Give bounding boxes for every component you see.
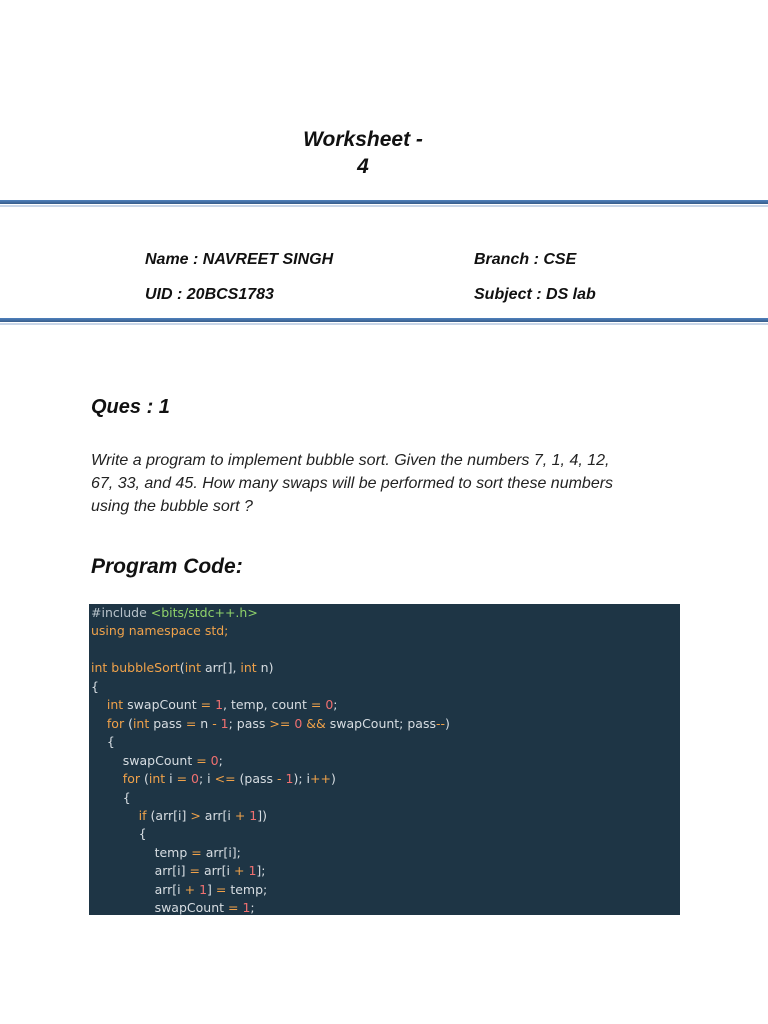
- code-token: -: [212, 715, 221, 731]
- code-token: ); i: [293, 771, 311, 787]
- code-line: [91, 770, 336, 788]
- code-token: ;: [333, 697, 338, 713]
- code-token: >=: [269, 715, 295, 731]
- code-token: swapCount; pass: [329, 715, 436, 731]
- code-token: ];: [256, 863, 266, 879]
- code-token: 1: [215, 697, 224, 713]
- branch: Branch : CSE: [474, 251, 577, 268]
- code-token: temp: [91, 844, 192, 860]
- code-token: arr[],: [204, 660, 241, 676]
- subject: Subject : DS lab: [474, 286, 596, 303]
- code-token: {: [91, 678, 99, 694]
- code-token: 0: [191, 771, 199, 787]
- code-token: bubbleSort: [111, 660, 180, 676]
- code-token: #include: [91, 605, 151, 620]
- code-token: +: [234, 807, 250, 823]
- code-token: arr[i];: [205, 844, 241, 860]
- code-token: +: [234, 863, 249, 879]
- code-token: if: [91, 807, 151, 823]
- bottom-divider: [0, 318, 768, 322]
- code-token: (arr[i]: [150, 807, 191, 823]
- code-token: ; pass: [228, 715, 270, 731]
- code-token: {: [91, 789, 131, 805]
- code-token: swapCount: [91, 752, 197, 768]
- question-line-2: 67, 33, and 45. How many swaps will be performed to sort these numbers: [91, 475, 614, 492]
- code-line: [91, 789, 131, 807]
- code-line: [91, 696, 337, 714]
- student-name: Name : NAVREET SINGH: [145, 251, 334, 268]
- code-token: arr[i: [91, 881, 185, 897]
- code-token: i: [169, 771, 177, 787]
- code-line: [91, 715, 450, 733]
- top-divider: [0, 200, 768, 204]
- code-token: for: [91, 771, 144, 787]
- code-token: using namespace std;: [91, 623, 229, 639]
- code-token: ;: [218, 752, 223, 768]
- code-token: <bits/stdc++.h>: [150, 605, 258, 620]
- code-token: 1: [220, 715, 229, 731]
- code-token: int: [148, 771, 170, 787]
- code-token: 1: [285, 771, 294, 787]
- code-token: arr[i: [203, 863, 234, 879]
- code-token: =: [191, 844, 206, 860]
- code-token: ; i: [198, 771, 215, 787]
- code-token: ]: [207, 881, 216, 897]
- code-token: for: [91, 715, 129, 731]
- code-token: (: [179, 660, 185, 676]
- code-line: [91, 899, 255, 915]
- worksheet-title-line1: Worksheet -: [303, 128, 423, 151]
- code-line: [91, 604, 258, 622]
- code-token: --: [436, 715, 446, 731]
- code-token: swapCount: [91, 900, 228, 915]
- code-line: [91, 825, 147, 843]
- code-token: (: [143, 771, 149, 787]
- code-token: 0: [210, 752, 219, 768]
- code-token: 1: [199, 881, 208, 897]
- code-token: n: [200, 715, 213, 731]
- code-line: [91, 752, 223, 770]
- question-heading: Ques : 1: [91, 396, 170, 418]
- code-token: 1: [248, 863, 257, 879]
- code-token: =: [310, 697, 326, 713]
- code-token: ): [445, 715, 450, 731]
- code-line: [91, 862, 266, 880]
- code-token: (pass: [239, 771, 278, 787]
- code-token: arr[i]: [91, 863, 190, 879]
- code-token: >: [190, 807, 205, 823]
- student-uid: UID : 20BCS1783: [145, 286, 274, 303]
- code-token: =: [196, 752, 211, 768]
- code-line: [91, 807, 267, 825]
- code-token: =: [176, 771, 192, 787]
- code-token: {: [91, 826, 147, 842]
- code-token: ;: [250, 900, 255, 915]
- code-block: [89, 604, 680, 915]
- code-line: [91, 844, 241, 862]
- code-line: [91, 622, 228, 640]
- code-token: 0: [294, 715, 307, 731]
- code-token: ++: [310, 771, 331, 787]
- code-token: =: [215, 881, 231, 897]
- code-token: int: [184, 660, 205, 676]
- question-text: [91, 449, 691, 518]
- code-token: +: [184, 881, 200, 897]
- program-code-heading: Program Code:: [91, 555, 243, 578]
- code-token: =: [189, 863, 204, 879]
- code-token: ]): [257, 807, 267, 823]
- code-token: 0: [325, 697, 334, 713]
- code-token: ): [330, 771, 336, 787]
- code-token: =: [228, 900, 243, 915]
- code-token: =: [185, 715, 201, 731]
- code-token: &&: [306, 715, 330, 731]
- code-token: int: [91, 660, 112, 676]
- top-divider-shadow: [0, 205, 768, 207]
- code-token: 1: [242, 900, 251, 915]
- code-token: int: [240, 660, 261, 676]
- code-token: pass: [153, 715, 186, 731]
- code-line: [91, 881, 267, 899]
- worksheet-title-line2: 4: [357, 155, 369, 178]
- worksheet-title: [0, 126, 726, 180]
- code-line: [91, 678, 99, 696]
- code-token: {: [91, 734, 115, 750]
- code-token: arr[i: [204, 807, 235, 823]
- code-token: <=: [214, 771, 240, 787]
- code-token: temp;: [230, 881, 268, 897]
- code-line: [91, 659, 273, 677]
- code-token: swapCount: [127, 697, 201, 713]
- code-token: -: [277, 771, 286, 787]
- code-token: int: [91, 697, 128, 713]
- code-line: [91, 733, 115, 751]
- bottom-divider-shadow: [0, 323, 768, 325]
- code-token: =: [200, 697, 216, 713]
- code-token: 1: [249, 807, 258, 823]
- code-token: int: [132, 715, 154, 731]
- code-token: n): [260, 660, 274, 676]
- question-line-3: using the bubble sort ?: [91, 498, 253, 515]
- code-token: , temp, count: [223, 697, 311, 713]
- code-token: (: [128, 715, 133, 731]
- question-line-1: Write a program to implement bubble sort. Given the numbers 7, 1, 4, 12,: [91, 452, 610, 469]
